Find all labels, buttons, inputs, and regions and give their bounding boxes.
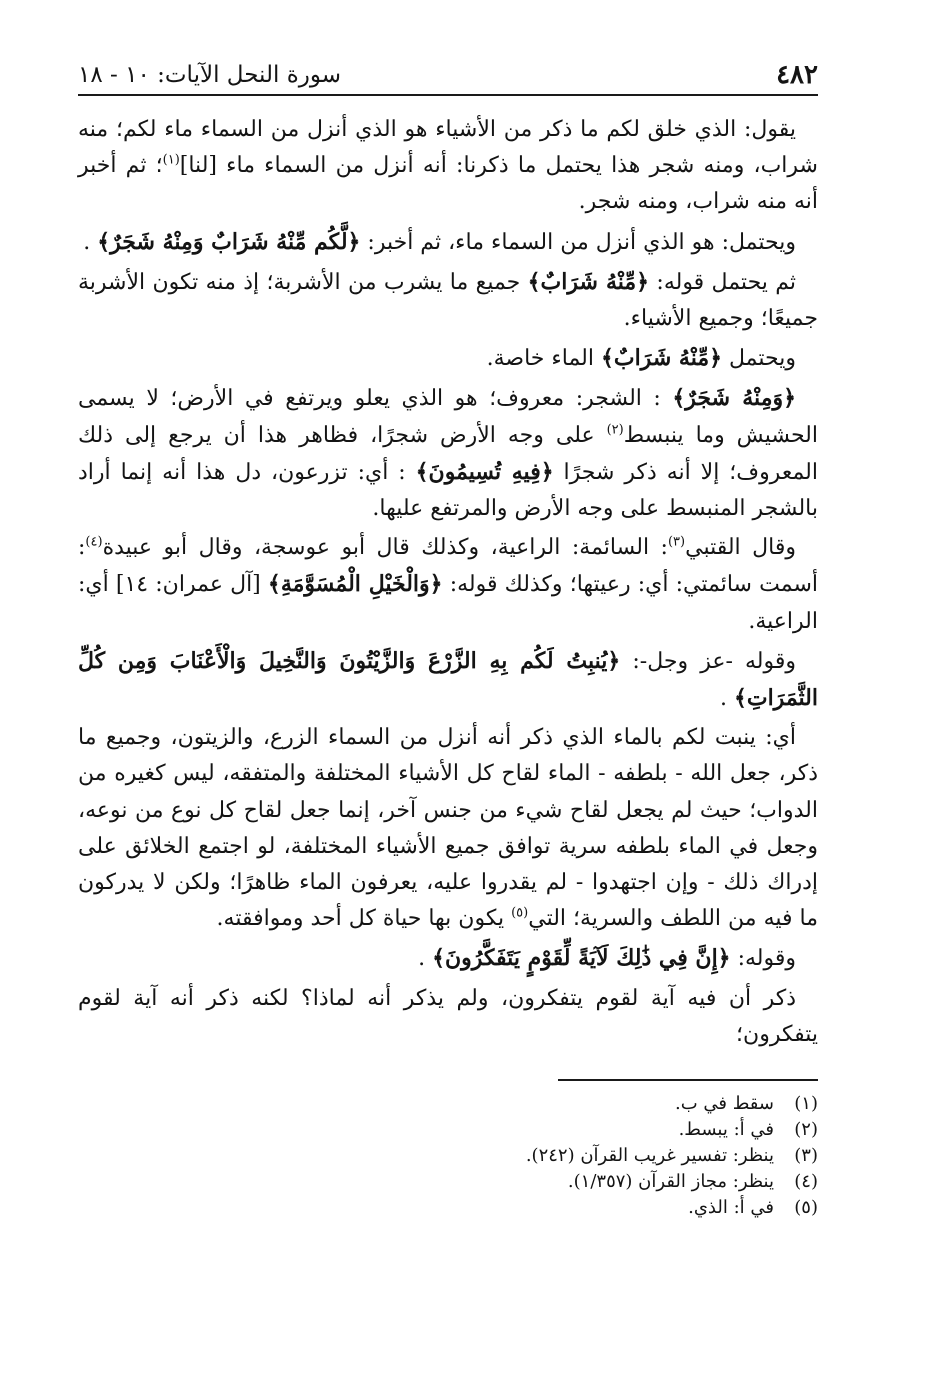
main-text xyxy=(78,112,818,1053)
footnote-separator xyxy=(558,1079,818,1081)
paragraph xyxy=(78,940,818,977)
text-run: يكون بها حياة كل أحد وموافقته. xyxy=(216,906,512,932)
paragraph xyxy=(78,981,818,1053)
text-run: [آل عمران: ١٤] أي: الراعية. xyxy=(78,572,818,634)
footnote-text: في أ: يبسط. xyxy=(678,1119,774,1141)
footnote-number: (٢) xyxy=(794,1119,818,1141)
text-run: . xyxy=(83,229,98,255)
footnote-text: في أ: الذي. xyxy=(688,1197,774,1219)
text-run: ويحتمل: هو الذي أنزل من السماء ماء، ثم أخبر: xyxy=(360,229,796,255)
footnote-text: ينظر: مجاز القرآن (١/٣٥٧). xyxy=(567,1171,774,1193)
paragraph xyxy=(78,340,818,377)
quran-verse: ﴿مِّنْهُ شَرَابٌ﴾ xyxy=(527,268,650,295)
paragraph xyxy=(78,380,818,527)
footnote-ref: (٤) xyxy=(85,534,103,550)
text-run: على وجه الأرض شجرًا، فظاهر هذا أن يرجع إلى ذلك المعروف؛ إلا أنه ذكر شجرًا xyxy=(78,422,818,485)
running-head: سورة النحل الآيات: ١٠ - ١٨ xyxy=(78,62,342,88)
footnote-text: سقط في ب. xyxy=(675,1093,774,1115)
text-run: أي: ينبت لكم بالماء الذي ذكر أنه أنزل من السماء الزرع، والزيتون، وجميع ما ذكر، جعل الله - بلطفه - الماء لقاح كل الأشياء المختلفة والمتفقه، ليس كغيره من الدواب؛ حيث لم يجعل لقاح شيء من جنس آخر، إنما جعل لقاح كل نوع من نوعه، وجعل في الماء بلطفه سرية توافق جميع الأشياء المختلفة، لو اجتمع الخلائق على إدراك ذلك - وإن اجتهدوا - لم يقدروا عليه، يعرفون الماء ظاهرًا؛ ولكن لا يدركون ما فيه من اللطف والسرية؛ التي xyxy=(78,725,818,932)
paragraph xyxy=(78,112,818,221)
footnote-number: (١) xyxy=(794,1093,818,1115)
quran-verse: ﴿وَمِنْهُ شَجَرٌ﴾ xyxy=(672,385,796,412)
paragraph xyxy=(78,264,818,337)
footnote xyxy=(78,1091,818,1117)
text-run: ثم يحتمل قوله: xyxy=(649,269,797,295)
quran-verse: ﴿لَّكُم مِّنْهُ شَرَابٌ وَمِنْهُ شَجَرٌ﴾ xyxy=(97,228,361,255)
footnote-number: (٣) xyxy=(794,1145,818,1167)
footnote-ref: (٣) xyxy=(667,534,686,550)
text-run: . xyxy=(719,686,734,712)
text-run: وقوله -عز وجل-: xyxy=(620,648,796,674)
footnote-ref: (٢) xyxy=(606,422,624,438)
page-header xyxy=(78,58,818,96)
text-run: ذكر أن فيه آية لقوم يتفكرون، ولم يذكر أنه لماذا؟ لكنه ذكر أنه آية لقوم يتفكرون؛ xyxy=(78,985,818,1047)
text-run: : الشجر: معروف؛ هو الذي يعلو ويرتفع في الأرض؛ لا يسمى الحشيش وما ينبسط xyxy=(78,386,818,448)
text-run: : السائمة: الراعية، وكذلك قال أبو عوسجة، وقال أبو عبيدة xyxy=(102,535,668,561)
paragraph xyxy=(78,643,818,717)
text-run: جميع ما يشرب من الأشربة؛ إذ منه تكون الأشربة جميعًا؛ وجميع الأشياء. xyxy=(78,269,818,332)
text-run: ويحتمل xyxy=(722,346,796,372)
footnote-ref: (١) xyxy=(162,152,180,168)
quran-verse: ﴿إِنَّ فِي ذَٰلِكَ لَآيَةً لِّقَوْمٍ يَتَفَكَّرُونَ﴾ xyxy=(432,945,731,972)
quran-verse: ﴿يُنبِتُ لَكُم بِهِ الزَّرْعَ وَالزَّيْتُونَ وَالنَّخِيلَ وَالْأَعْنَابَ وَمِن كُلِّ الثَّمَرَاتِ﴾ xyxy=(78,647,818,712)
footnote-number: (٥) xyxy=(794,1197,818,1219)
text-run: : أسمت سائمتي: أي: رعيتها؛ وكذلك قوله: xyxy=(78,535,818,598)
text-run: وقوله: xyxy=(730,946,796,972)
footnote-text: ينظر: تفسير غريب القرآن (٢٤٢). xyxy=(525,1145,774,1167)
text-run: : أي: تزرعون، دل هذا أنه إنما أراد بالشجر المنبسط على وجه الأرض والمرتفع عليها. xyxy=(78,459,818,522)
footnote xyxy=(78,1117,818,1143)
text-run: الماء خاصة. xyxy=(486,346,601,372)
text-run: ؛ ثم أخبر أنه منه شراب، ومنه شجر. xyxy=(78,153,818,215)
text-run: . xyxy=(418,946,433,972)
quran-verse: ﴿مِّنْهُ شَرَابٌ﴾ xyxy=(600,345,723,372)
text-run: وقال القتبي xyxy=(685,535,796,561)
book-page xyxy=(78,58,818,1221)
quran-verse: ﴿وَالْخَيْلِ الْمُسَوَّمَةِ﴾ xyxy=(267,571,443,598)
text-run: يقول: الذي خلق لكم ما ذكر من الأشياء هو الذي أنزل من السماء ماء لكم؛ منه شراب، ومنه شجر هذا يحتمل ما ذكرنا: أنه أنزل من السماء ماء [لنا] xyxy=(78,117,818,179)
footnote xyxy=(78,1195,818,1221)
footnote xyxy=(78,1169,818,1195)
paragraph xyxy=(78,530,818,640)
footnotes xyxy=(78,1091,818,1221)
paragraph xyxy=(78,720,818,937)
page-number: ٤٨٢ xyxy=(776,60,818,90)
footnote-number: (٤) xyxy=(794,1171,818,1193)
paragraph xyxy=(78,224,818,261)
footnote xyxy=(78,1143,818,1169)
quran-verse: ﴿فِيهِ تُسِيمُونَ﴾ xyxy=(415,458,554,485)
footnote-ref: (٥) xyxy=(511,905,529,921)
